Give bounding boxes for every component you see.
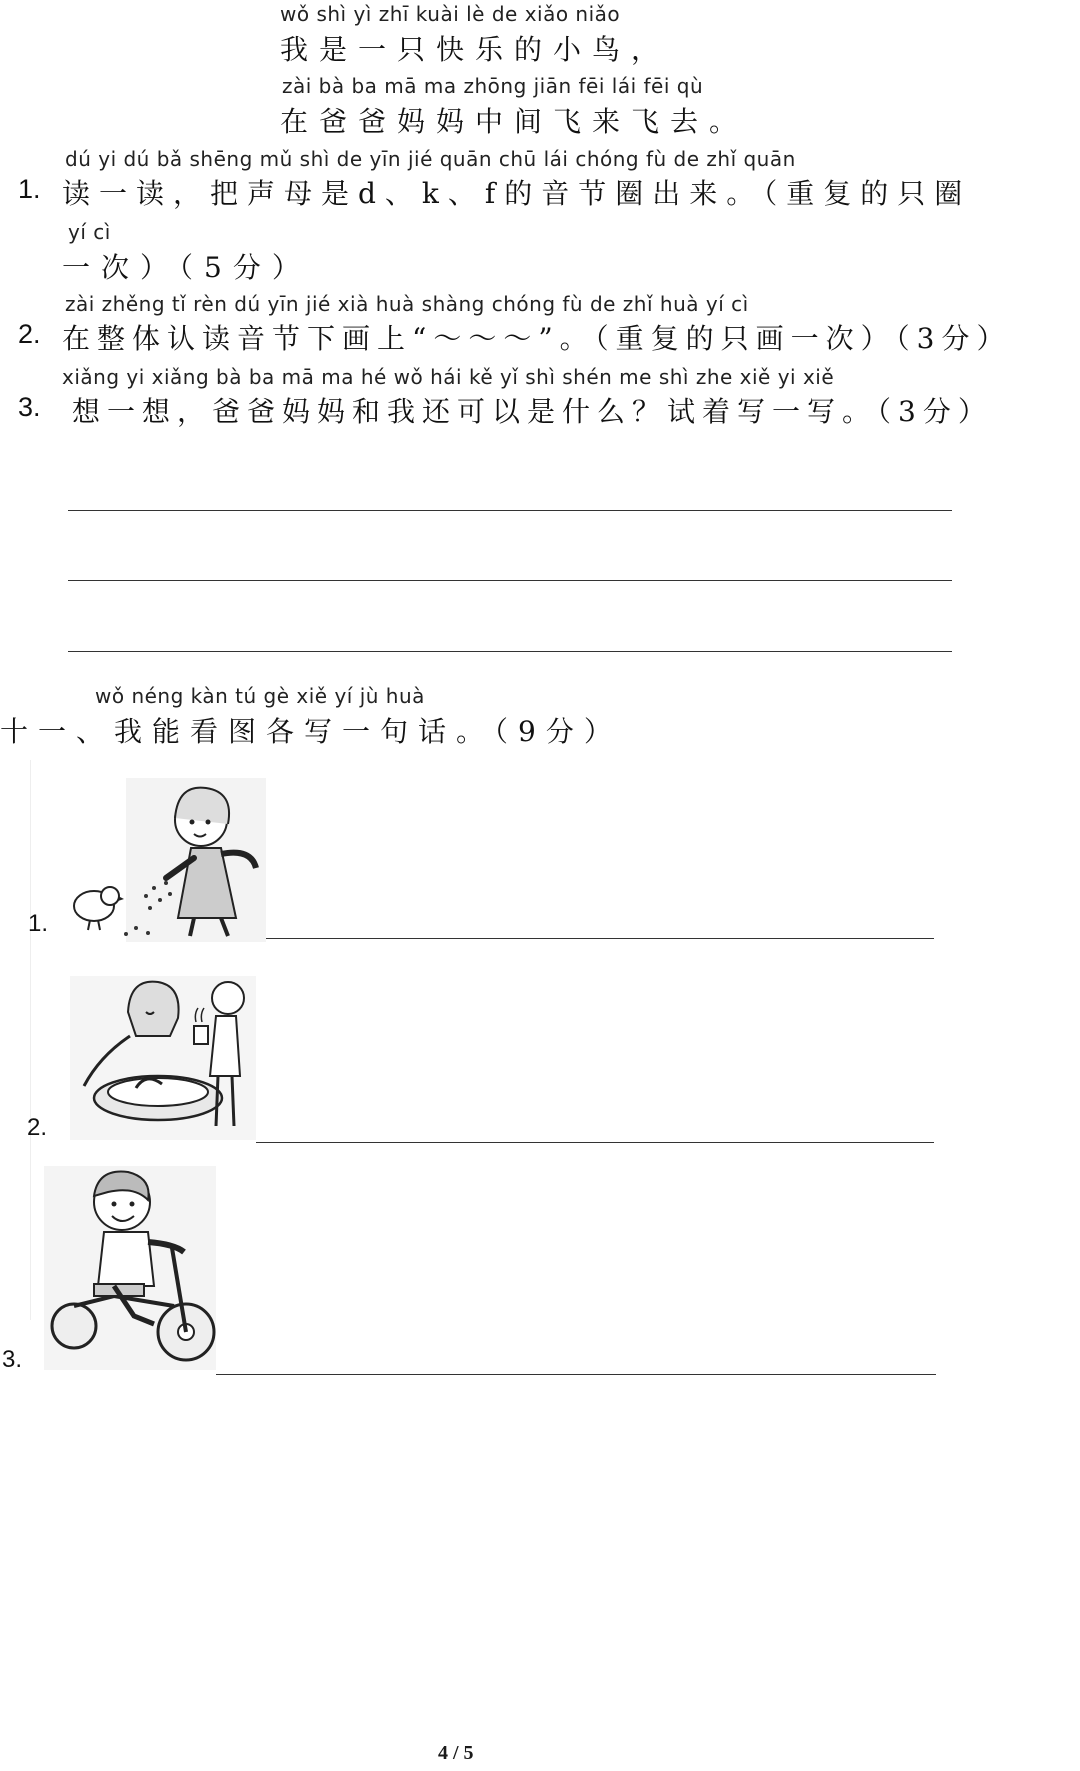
girl-feeding-chicken-illustration [66,778,270,942]
q1-text2: 一次）（5分） [62,251,311,284]
q3-answer-line[interactable] [68,651,952,652]
q1-pinyin: dú yi dú bǎ shēng mǔ shì de yīn jié quān chū lái chóng fù de zhǐ quān [65,147,796,171]
poem-line1-text: 我是一只快乐的小鸟， [280,33,671,66]
item2-answer-line[interactable] [256,1142,934,1143]
poem-line2-text: 在爸爸妈妈中间飞来飞去。 [280,105,749,138]
q2-number: 2. [18,319,41,349]
q1-pinyin2: yí cì [68,220,111,244]
q3-text: 想一想，爸爸妈妈和我还可以是什么？试着写一写。（3分） [72,395,993,428]
item1-answer-line[interactable] [266,938,934,939]
q1-text: 读一读，把声母是d、k、f的音节圈出来。（重复的只圈 [62,177,972,210]
q2-text: 在整体认读音节下画上“～～～”。（重复的只画一次）（3分） [62,322,1012,355]
item2-number: 2. [27,1114,48,1141]
left-edge-watermark [0,760,31,1320]
q2-pinyin: zài zhěng tǐ rèn dú yīn jié xià huà shàng chóng fù de zhǐ huà yí cì [65,292,749,316]
page-number: 4 / 5 [438,1742,474,1764]
item3-answer-line[interactable] [216,1374,936,1375]
q1-number: 1. [18,174,41,204]
q3-answer-line[interactable] [68,580,952,581]
poem-line1-pinyin: wǒ shì yì zhī kuài lè de xiǎo niǎo [280,2,621,26]
item1-number: 1. [28,910,49,937]
boy-riding-tricycle-illustration [44,1166,216,1370]
q3-pinyin: xiǎng yi xiǎng bà ba mā ma hé wǒ hái kě yǐ shì shén me shì zhe xiě yi xiě [62,365,835,389]
q3-answer-line[interactable] [68,510,952,511]
section11-pinyin: wǒ néng kàn tú gè xiě yí jù huà [95,684,425,708]
mother-kneading-dough-with-child-illustration [70,976,256,1140]
q3-number: 3. [18,392,41,422]
section11-title: 十一、我能看图各写一句话。（9分） [0,715,622,748]
item3-number: 3. [2,1346,23,1373]
poem-line2-pinyin: zài bà ba mā ma zhōng jiān fēi lái fēi qù [282,74,704,98]
